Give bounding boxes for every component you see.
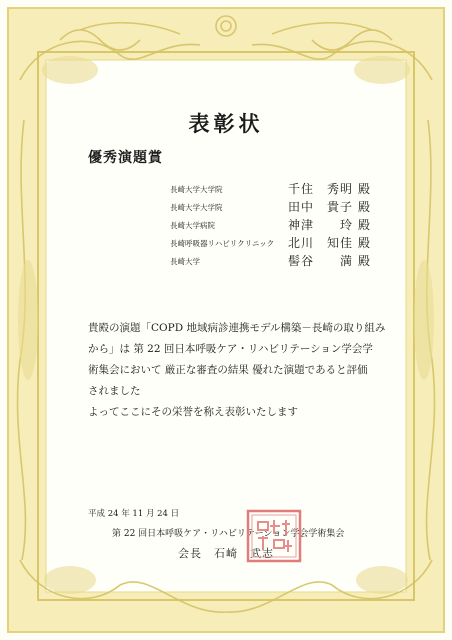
recipient-name: 神津 玲 — [288, 218, 354, 232]
recipient-affiliation: 長崎大学大学院 — [170, 203, 223, 212]
recipient-honorific: 殿 — [358, 218, 371, 232]
recipient-affiliation: 長崎大学 — [170, 257, 200, 266]
award-name: 優秀演題賞 — [88, 150, 163, 166]
recipient-name: 北川 知佳 — [288, 236, 354, 250]
recipient-honorific: 殿 — [358, 254, 371, 268]
official-seal-stamp — [244, 508, 304, 564]
recipient-honorific: 殿 — [358, 200, 371, 214]
certificate-body — [88, 318, 388, 423]
body-line: から」は 第 22 回日本呼吸ケア・リハビリテーション学会学 — [88, 343, 373, 355]
recipient-name: 千住 秀明 — [288, 182, 354, 196]
recipient-honorific: 殿 — [358, 182, 371, 196]
president-name: 会長 石崎 武志 — [178, 547, 274, 560]
recipient-affiliation: 長崎呼吸器リハビリクリニック — [170, 239, 275, 248]
recipient-name: 田中 貴子 — [288, 200, 354, 214]
issue-date: 平成 24 年 11 月 24 日 — [88, 509, 180, 519]
recipient-affiliation: 長崎大学大学院 — [170, 185, 223, 194]
body-line: 貴殿の演題「COPD 地域病診連携モデル構築－長崎の取り組み — [88, 322, 386, 334]
recipient-name: 髻谷 満 — [288, 254, 354, 268]
certificate-title: 表彰状 — [188, 111, 264, 136]
organization-name: 第 22 回日本呼吸ケア・リハビリテーション学会学術集会 — [112, 529, 345, 539]
recipient-honorific: 殿 — [358, 236, 371, 250]
body-line: 術集会において 厳正な審査の結果 優れた演題であると評価 — [88, 364, 368, 376]
recipient-affiliation: 長崎大学病院 — [170, 221, 215, 230]
body-line: よってここにその栄誉を称え表彰いたします — [88, 406, 298, 418]
body-line: されました — [88, 385, 141, 397]
